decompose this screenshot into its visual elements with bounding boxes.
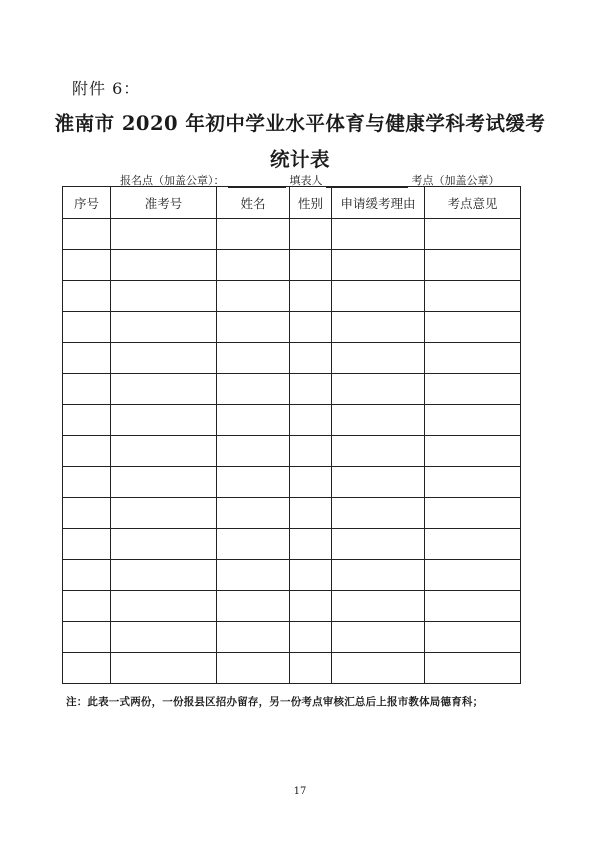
table-cell[interactable] (63, 653, 111, 684)
table-cell[interactable] (111, 467, 217, 498)
table-row (63, 653, 521, 684)
table-cell[interactable] (332, 529, 425, 560)
footnote: 注：此表一式两份，一份报县区招办留存，另一份考点审核汇总后上报市教体局德育科； (66, 696, 484, 708)
table-cell[interactable] (111, 374, 217, 405)
table-cell[interactable] (217, 343, 290, 374)
table-cell[interactable] (290, 281, 332, 312)
table-cell[interactable] (217, 281, 290, 312)
table-cell[interactable] (290, 560, 332, 591)
table-cell[interactable] (63, 498, 111, 529)
table-cell[interactable] (332, 374, 425, 405)
table-cell[interactable] (217, 529, 290, 560)
table-row (63, 312, 521, 343)
table-cell[interactable] (63, 467, 111, 498)
header-gender: 性别 (290, 187, 332, 219)
table-cell[interactable] (217, 622, 290, 653)
table-cell[interactable] (332, 436, 425, 467)
table-cell[interactable] (425, 405, 521, 436)
table-cell[interactable] (425, 498, 521, 529)
table-cell[interactable] (425, 250, 521, 281)
table-cell[interactable] (111, 343, 217, 374)
table-cell[interactable] (425, 436, 521, 467)
table-cell[interactable] (111, 250, 217, 281)
table-cell[interactable] (332, 312, 425, 343)
table-cell[interactable] (332, 498, 425, 529)
header-exam-site-opinion: 考点意见 (425, 187, 521, 219)
table-cell[interactable] (290, 219, 332, 250)
table-row (63, 281, 521, 312)
table-cell[interactable] (217, 591, 290, 622)
table-cell[interactable] (217, 312, 290, 343)
table-cell[interactable] (290, 591, 332, 622)
table-row (63, 374, 521, 405)
table-cell[interactable] (290, 436, 332, 467)
table-cell[interactable] (425, 343, 521, 374)
table-cell[interactable] (63, 405, 111, 436)
table-cell[interactable] (63, 343, 111, 374)
document-title-line-2: 统计表 (269, 148, 330, 171)
table-cell[interactable] (332, 405, 425, 436)
table-row (63, 560, 521, 591)
table-cell[interactable] (425, 591, 521, 622)
table-cell[interactable] (332, 467, 425, 498)
table-cell[interactable] (111, 436, 217, 467)
table-cell[interactable] (425, 374, 521, 405)
table-cell[interactable] (217, 405, 290, 436)
header-admission-number: 准考号 (111, 187, 217, 219)
table-row (63, 529, 521, 560)
table-cell[interactable] (290, 405, 332, 436)
table-cell[interactable] (63, 436, 111, 467)
table-cell[interactable] (290, 467, 332, 498)
table-cell[interactable] (111, 219, 217, 250)
table-cell[interactable] (425, 312, 521, 343)
header-serial-number: 序号 (63, 187, 111, 219)
table-row (63, 498, 521, 529)
table-cell[interactable] (111, 560, 217, 591)
registration-point-label: 报名点（加盖公章）： (120, 174, 225, 187)
table-header-row (63, 187, 521, 219)
table-row (63, 591, 521, 622)
table-cell[interactable] (425, 281, 521, 312)
table-cell[interactable] (217, 374, 290, 405)
page-number: 17 (293, 786, 307, 797)
table-cell[interactable] (217, 250, 290, 281)
table-row (63, 467, 521, 498)
table-cell[interactable] (290, 498, 332, 529)
exam-site-label: 考点（加盖公章） (411, 174, 500, 187)
table-cell[interactable] (290, 343, 332, 374)
table-cell[interactable] (290, 250, 332, 281)
table-row (63, 343, 521, 374)
table-cell[interactable] (290, 312, 332, 343)
table-cell[interactable] (63, 281, 111, 312)
document-title-line-1: 淮南市 2020 年初中学业水平体育与健康学科考试缓考 (54, 112, 546, 135)
table-cell[interactable] (425, 467, 521, 498)
table-cell[interactable] (332, 343, 425, 374)
table-cell[interactable] (332, 250, 425, 281)
table-cell[interactable] (63, 560, 111, 591)
table-cell[interactable] (63, 374, 111, 405)
table-cell[interactable] (290, 374, 332, 405)
table-cell[interactable] (63, 591, 111, 622)
filled-by-label: 填表人 (289, 174, 323, 187)
table-cell[interactable] (425, 653, 521, 684)
table-cell[interactable] (111, 529, 217, 560)
table-cell[interactable] (111, 653, 217, 684)
table-row (63, 405, 521, 436)
header-deferral-reason: 申请缓考理由 (332, 187, 425, 219)
table-cell[interactable] (290, 529, 332, 560)
table-cell[interactable] (63, 250, 111, 281)
header-name: 姓名 (217, 187, 290, 219)
table-cell[interactable] (217, 653, 290, 684)
table-cell[interactable] (290, 622, 332, 653)
table-cell[interactable] (111, 405, 217, 436)
table-cell[interactable] (63, 622, 111, 653)
table-cell[interactable] (111, 622, 217, 653)
table-row (63, 219, 521, 250)
table-body (63, 219, 521, 684)
table-row (63, 622, 521, 653)
table-cell[interactable] (63, 312, 111, 343)
table-cell[interactable] (111, 498, 217, 529)
table-cell[interactable] (217, 498, 290, 529)
table-cell[interactable] (332, 560, 425, 591)
table-cell[interactable] (425, 529, 521, 560)
table-cell[interactable] (111, 281, 217, 312)
table-cell[interactable] (332, 219, 425, 250)
table-cell[interactable] (217, 436, 290, 467)
table-cell[interactable] (332, 591, 425, 622)
table-cell[interactable] (332, 622, 425, 653)
table-cell[interactable] (332, 281, 425, 312)
table-cell[interactable] (63, 219, 111, 250)
table-cell[interactable] (290, 653, 332, 684)
table-cell[interactable] (111, 312, 217, 343)
table-cell[interactable] (111, 591, 217, 622)
table-cell[interactable] (63, 529, 111, 560)
table-cell[interactable] (217, 467, 290, 498)
attachment-label: 附件 6： (72, 79, 141, 98)
table-cell[interactable] (217, 560, 290, 591)
table-cell[interactable] (332, 653, 425, 684)
table-cell[interactable] (425, 622, 521, 653)
table-cell[interactable] (217, 219, 290, 250)
table-row (63, 436, 521, 467)
table-row (63, 250, 521, 281)
table-cell[interactable] (425, 219, 521, 250)
table-cell[interactable] (425, 560, 521, 591)
deferred-exam-table (62, 186, 521, 684)
